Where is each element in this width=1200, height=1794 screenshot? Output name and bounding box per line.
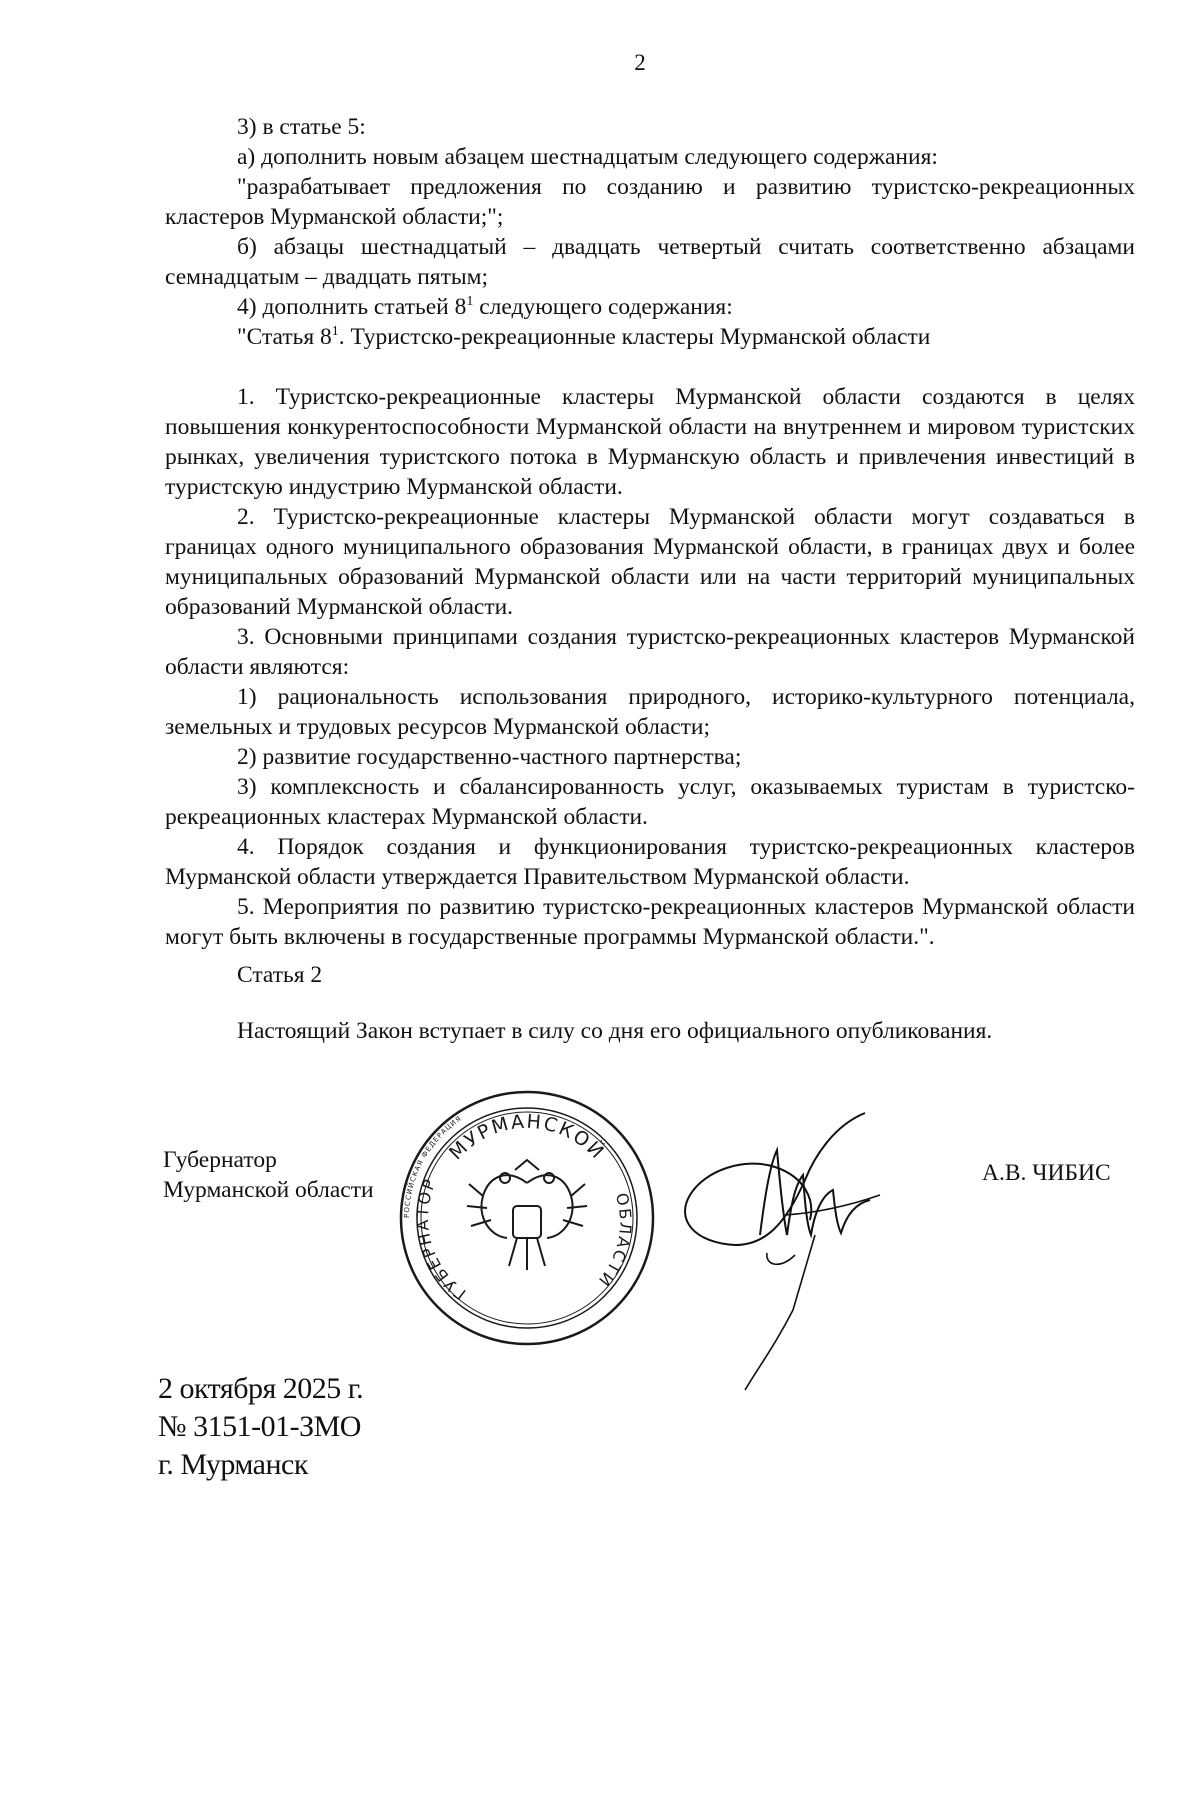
article-2-title: Статья 2 xyxy=(237,962,323,988)
article-2-text: Настоящий Закон вступает в силу со дня его официального опубликования. xyxy=(237,1018,993,1044)
paragraph: 5. Мероприятия по развитию туристско-рекреационных кластеров Мурманской области могут быть включены в государственные программы Мурманской области.". xyxy=(165,894,1135,950)
governor-title xyxy=(163,1145,374,1205)
document-body xyxy=(165,112,1135,952)
paragraph: 2) развитие государственно-частного партнерства; xyxy=(237,744,742,770)
handwritten-signature xyxy=(665,1095,910,1395)
document-number: № 3151-01-ЗМО xyxy=(158,1410,361,1443)
amendment-line: а) дополнить новым абзацем шестнадцатым следующего содержания: xyxy=(237,144,938,170)
svg-text:МУРМАНСКОЙ xyxy=(445,1111,610,1165)
text-fragment: . Туристско-рекреационные кластеры Мурманской области xyxy=(338,324,931,350)
seal-left-text: ГУБЕРНАТОР xyxy=(412,1174,470,1304)
svg-text:ГУБЕРНАТОР xyxy=(413,1175,470,1304)
paragraph: 3) комплексность и сбалансированность услуг, оказываемых туристам в туристско-рекреационных кластерах Мурманской области. xyxy=(165,774,1135,830)
paragraph: 2. Туристско-рекреационные кластеры Мурманской области могут создаваться в границах одного муниципального образования Мурманской области, в границах двух и более муниципальных образований Мурманской области или на части территорий муниципальных образований Мурманской области. xyxy=(165,504,1135,620)
page-number: 2 xyxy=(634,50,646,75)
text-fragment: следующего содержания: xyxy=(473,294,733,320)
governor-seal xyxy=(397,1088,657,1348)
superscript: 1 xyxy=(466,294,474,310)
document-city: г. Мурманск xyxy=(158,1448,308,1481)
spacer xyxy=(165,352,1135,382)
amendment-line: б) абзацы шестнадцатый – двадцать четвертый считать соответственно абзацами семнадцатым – двадцать пятым; xyxy=(165,234,1135,290)
governor-name: А.В. ЧИБИС xyxy=(982,1160,1111,1186)
text-fragment: 4) дополнить статьей 8 xyxy=(237,294,467,320)
document-footer xyxy=(158,1370,363,1484)
superscript: 1 xyxy=(331,324,339,340)
governor-title-line: Мурманской области xyxy=(163,1177,374,1203)
document-date: 2 октября 2025 г. xyxy=(158,1372,364,1405)
paragraph: 3. Основными принципами создания туристско-рекреационных кластеров Мурманской области являются: xyxy=(165,624,1135,680)
amendment-line: 3) в статье 5: xyxy=(237,114,366,140)
seal-top-text: МУРМАНСКОЙ xyxy=(444,1110,610,1165)
text-fragment: "Статья 8 xyxy=(237,324,332,350)
governor-title-line: Губернатор xyxy=(163,1147,277,1173)
seal-right-text: ОБЛАСТИ xyxy=(593,1190,636,1292)
paragraph: 1. Туристско-рекреационные кластеры Мурманской области создаются в целях повышения конкурентоспособности Мурманской области на внутреннем и мировом туристских рынках, увеличения туристского потока в Мурманскую область и привлечения инвестиций в туристскую индустрию Мурманской области. xyxy=(165,384,1135,500)
amendment-line: "разрабатывает предложения по созданию и развитию туристско-рекреационных кластеров Мурманской области;"; xyxy=(165,174,1135,230)
paragraph: 1) рациональность использования природного, историко-культурного потенциала, земельных и трудовых ресурсов Мурманской области; xyxy=(165,684,1135,740)
article-heading xyxy=(165,322,1135,352)
amendment-line xyxy=(165,292,1135,322)
seal-ring-text: РОССИЙСКАЯ ФЕДЕРАЦИЯ xyxy=(402,1114,464,1219)
svg-text:ОБЛАСТИ xyxy=(594,1191,635,1291)
paragraph: 4. Порядок создания и функционирования туристско-рекреационных кластеров Мурманской области утверждается Правительством Мурманской области. xyxy=(165,834,1135,890)
double-headed-eagle-icon xyxy=(467,1160,587,1270)
